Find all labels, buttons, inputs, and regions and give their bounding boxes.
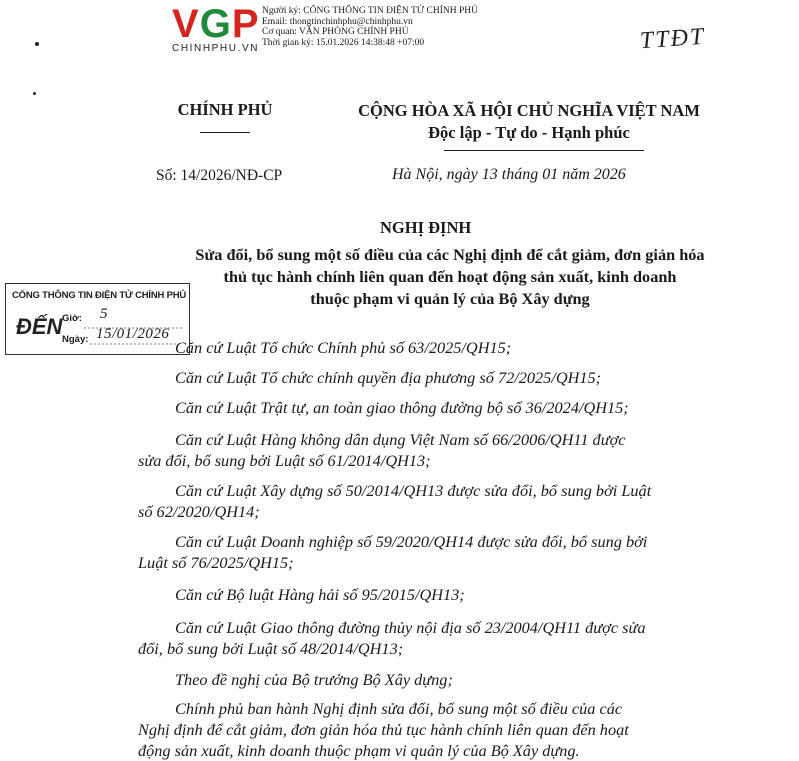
paragraph-line: Chính phủ ban hành Nghị định sửa đổi, bổ sung một số điều của các [175, 699, 623, 718]
logo-letter-v: V [172, 2, 200, 46]
digital-signature-info [262, 6, 478, 48]
stamp-org: CỔNG THÔNG TIN ĐIỆN TỬ CHÍNH PHỦ [12, 290, 187, 301]
subject-line: thuộc phạm vi quản lý của Bộ Xây dựng [310, 289, 590, 308]
legal-basis-paragraph: Căn cứ Luật Tổ chức Chính phủ số 63/2025/QH15; [175, 338, 512, 357]
paragraph-line: Nghị định để cắt giảm, đơn giản hóa thủ tục hành chính liên quan đến hoạt [138, 720, 629, 739]
stamp-date-label: Ngày: [62, 334, 89, 345]
legal-basis-paragraph [138, 531, 730, 573]
logo-subtitle: CHINHPHU.VN [172, 43, 260, 54]
document-number: Số: 14/2026/NĐ-CP [156, 167, 283, 184]
nation-name: CỘNG HÒA XÃ HỘI CHỦ NGHĨA VIỆT NAM [358, 101, 700, 120]
paragraph-line: Luật số 76/2025/QH15; [138, 553, 294, 572]
paragraph-line: Căn cứ Luật Xây dựng số 50/2014/QH13 được sửa đổi, bổ sung bởi Luật [175, 481, 652, 500]
legal-basis-paragraph [138, 617, 730, 659]
paragraph-line: Căn cứ Luật Doanh nghiệp số 59/2020/QH14 được sửa đổi, bổ sung bởi [175, 532, 648, 551]
scan-speck [33, 92, 36, 95]
logo-letter-p: P [231, 2, 260, 46]
signature-signer: Người ký: CỔNG THÔNG TIN ĐIỆN TỬ CHÍNH PHỦ [262, 6, 478, 16]
place-date: Hà Nội, ngày 13 tháng 01 năm 2026 [392, 166, 626, 183]
scan-speck [35, 42, 39, 46]
stamp-label: ĐẾN [16, 314, 63, 339]
legal-basis-paragraph: Căn cứ Luật Tổ chức chính quyền địa phương số 72/2025/QH15; [175, 368, 602, 387]
national-header [344, 100, 714, 144]
stamp-hour-label: Giờ: [62, 313, 82, 324]
paragraph-line: Căn cứ Luật Giao thông đường thủy nội địa số 23/2004/QH11 được sửa [175, 618, 646, 637]
vgp-logo [172, 4, 264, 54]
national-motto: Độc lập - Tự do - Hạnh phúc [428, 123, 630, 142]
paragraph-line: động sản xuất, kinh doanh thuộc phạm vi quản lý của Bộ Xây dựng. [138, 741, 580, 760]
document-subject [135, 244, 765, 310]
signature-time: Thời gian ký: 15.01.2026 14:38:48 +07:00 [262, 37, 425, 48]
paragraph-line: sửa đổi, bổ sung bởi Luật số 61/2014/QH13; [138, 451, 431, 470]
paragraph-line: Căn cứ Luật Hàng không dân dụng Việt Nam số 66/2006/QH11 được [175, 430, 626, 449]
signature-agency: Cơ quan: VĂN PHÒNG CHÍNH PHỦ [262, 27, 409, 38]
paragraph-line: số 62/2020/QH14; [138, 502, 260, 521]
org-underline [200, 132, 250, 133]
motto-underline [444, 150, 644, 151]
handwritten-mark: TTĐT [639, 23, 707, 55]
signature-email: Email: thongtinchinhphu@chinhphu.vn [262, 16, 413, 27]
legal-basis-paragraph: Căn cứ Bộ luật Hàng hải số 95/2015/QH13; [175, 585, 465, 604]
document-type: NGHỊ ĐỊNH [380, 218, 472, 237]
logo-letter-g: G [199, 2, 232, 46]
stamp-fill-lines [60, 322, 185, 346]
stamp-date-value: 15/01/2026 [96, 326, 170, 342]
legal-basis-paragraph [138, 480, 730, 522]
subject-line: Sửa đổi, bổ sung một số điều của các Nghị định để cắt giảm, đơn giản hóa [195, 245, 705, 264]
promulgation-paragraph [138, 698, 730, 761]
subject-line: thủ tục hành chính liên quan đến hoạt động sản xuất, kinh doanh [223, 267, 677, 286]
legal-basis-paragraph: Căn cứ Luật Trật tự, an toàn giao thông đường bộ số 36/2024/QH15; [175, 398, 629, 417]
proposal-paragraph: Theo đề nghị của Bộ trưởng Bộ Xây dựng; [175, 670, 453, 689]
legal-basis-paragraph [138, 429, 730, 471]
stamp-hour-value: 5 [100, 306, 108, 322]
paragraph-line: đổi, bổ sung bởi Luật số 48/2014/QH13; [138, 639, 404, 658]
issuing-org: CHÍNH PHỦ [177, 100, 273, 119]
